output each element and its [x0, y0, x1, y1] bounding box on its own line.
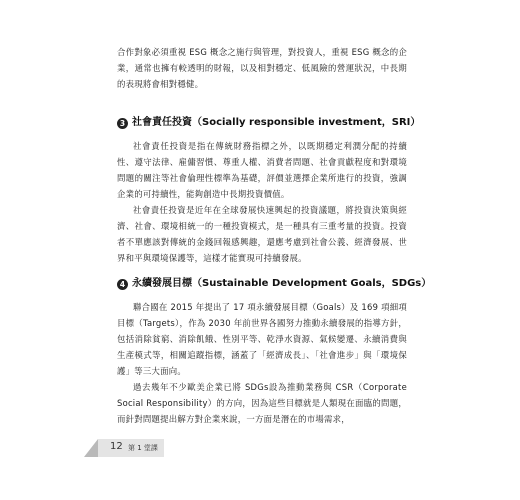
section-3-title: 社會責任投資（Socially responsible investment，SRI） [132, 117, 421, 128]
section-3-heading [117, 115, 421, 131]
page-number: 12 [110, 441, 123, 452]
section-4-number-badge: 4 [117, 279, 128, 290]
section-4-paragraph-2: 過去幾年不少歐美企業已將 SDGs設為推動業務與 CSR（Corporate Social Responsibility）的方向，因為這些目標就是人類現在面臨的問題，而針對問題提出解方對企業來說，一方面是潛在的市場需求， [117, 382, 407, 424]
intro-paragraph: 合作對象必須重視 ESG 概念之施行與管理，對投資人，重視 ESG 概念的企業，通常也擁有較透明的財報，以及相對穩定、低風險的營運狀況，中長期的表現將會相對穩健。 [117, 47, 407, 89]
section-4 [117, 276, 432, 427]
section-3 [117, 115, 421, 266]
section-3-paragraph-2: 社會責任投資是近年在全球發展快速興起的投資議題，將投資決策與經濟、社會、環境相統一的一種投資模式，是一種具有三重考量的投資。投資者不單應該對傳統的金錢回報感興趣，還應考慮到社會公義、經濟發展、世界和平與環境保護等，這樣才能實現可持續發展。 [117, 205, 407, 263]
chapter-label: 第 1 堂課 [128, 444, 158, 452]
intro-block [117, 44, 407, 92]
page-footer [84, 439, 164, 457]
section-4-heading [117, 276, 432, 292]
section-3-paragraph-1: 社會責任投資是指在傳統財務指標之外，以既期穩定利潤分配的持續性、遵守法律、雇傭習慣、尊重人權、消費者問題、社會貢獻程度和對環境問題的關注等社會倫理性標準為基礎，評價並選擇企業所進行的投資，強調企業的可持續性，能夠創造中長期投資價值。 [117, 141, 407, 199]
footer-tab-slant [84, 439, 98, 457]
section-3-number-badge: 3 [117, 118, 128, 129]
section-4-title: 永續發展目標（Sustainable Development Goals，SDGs） [132, 278, 432, 289]
section-4-paragraph-1: 聯合國在 2015 年提出了 17 項永續發展目標（Goals）及 169 項細項目標（Targets），作為 2030 年前世界各國努力推動永續發展的指導方針，包括消除貧窮、消除飢餓、性別平等、乾淨水資源、氣候變遷、永續消費與生產模式等，相關追蹤指標，涵蓋了「經濟成長」、「社會進步」與「環境保護」等三大面向。 [117, 302, 407, 376]
